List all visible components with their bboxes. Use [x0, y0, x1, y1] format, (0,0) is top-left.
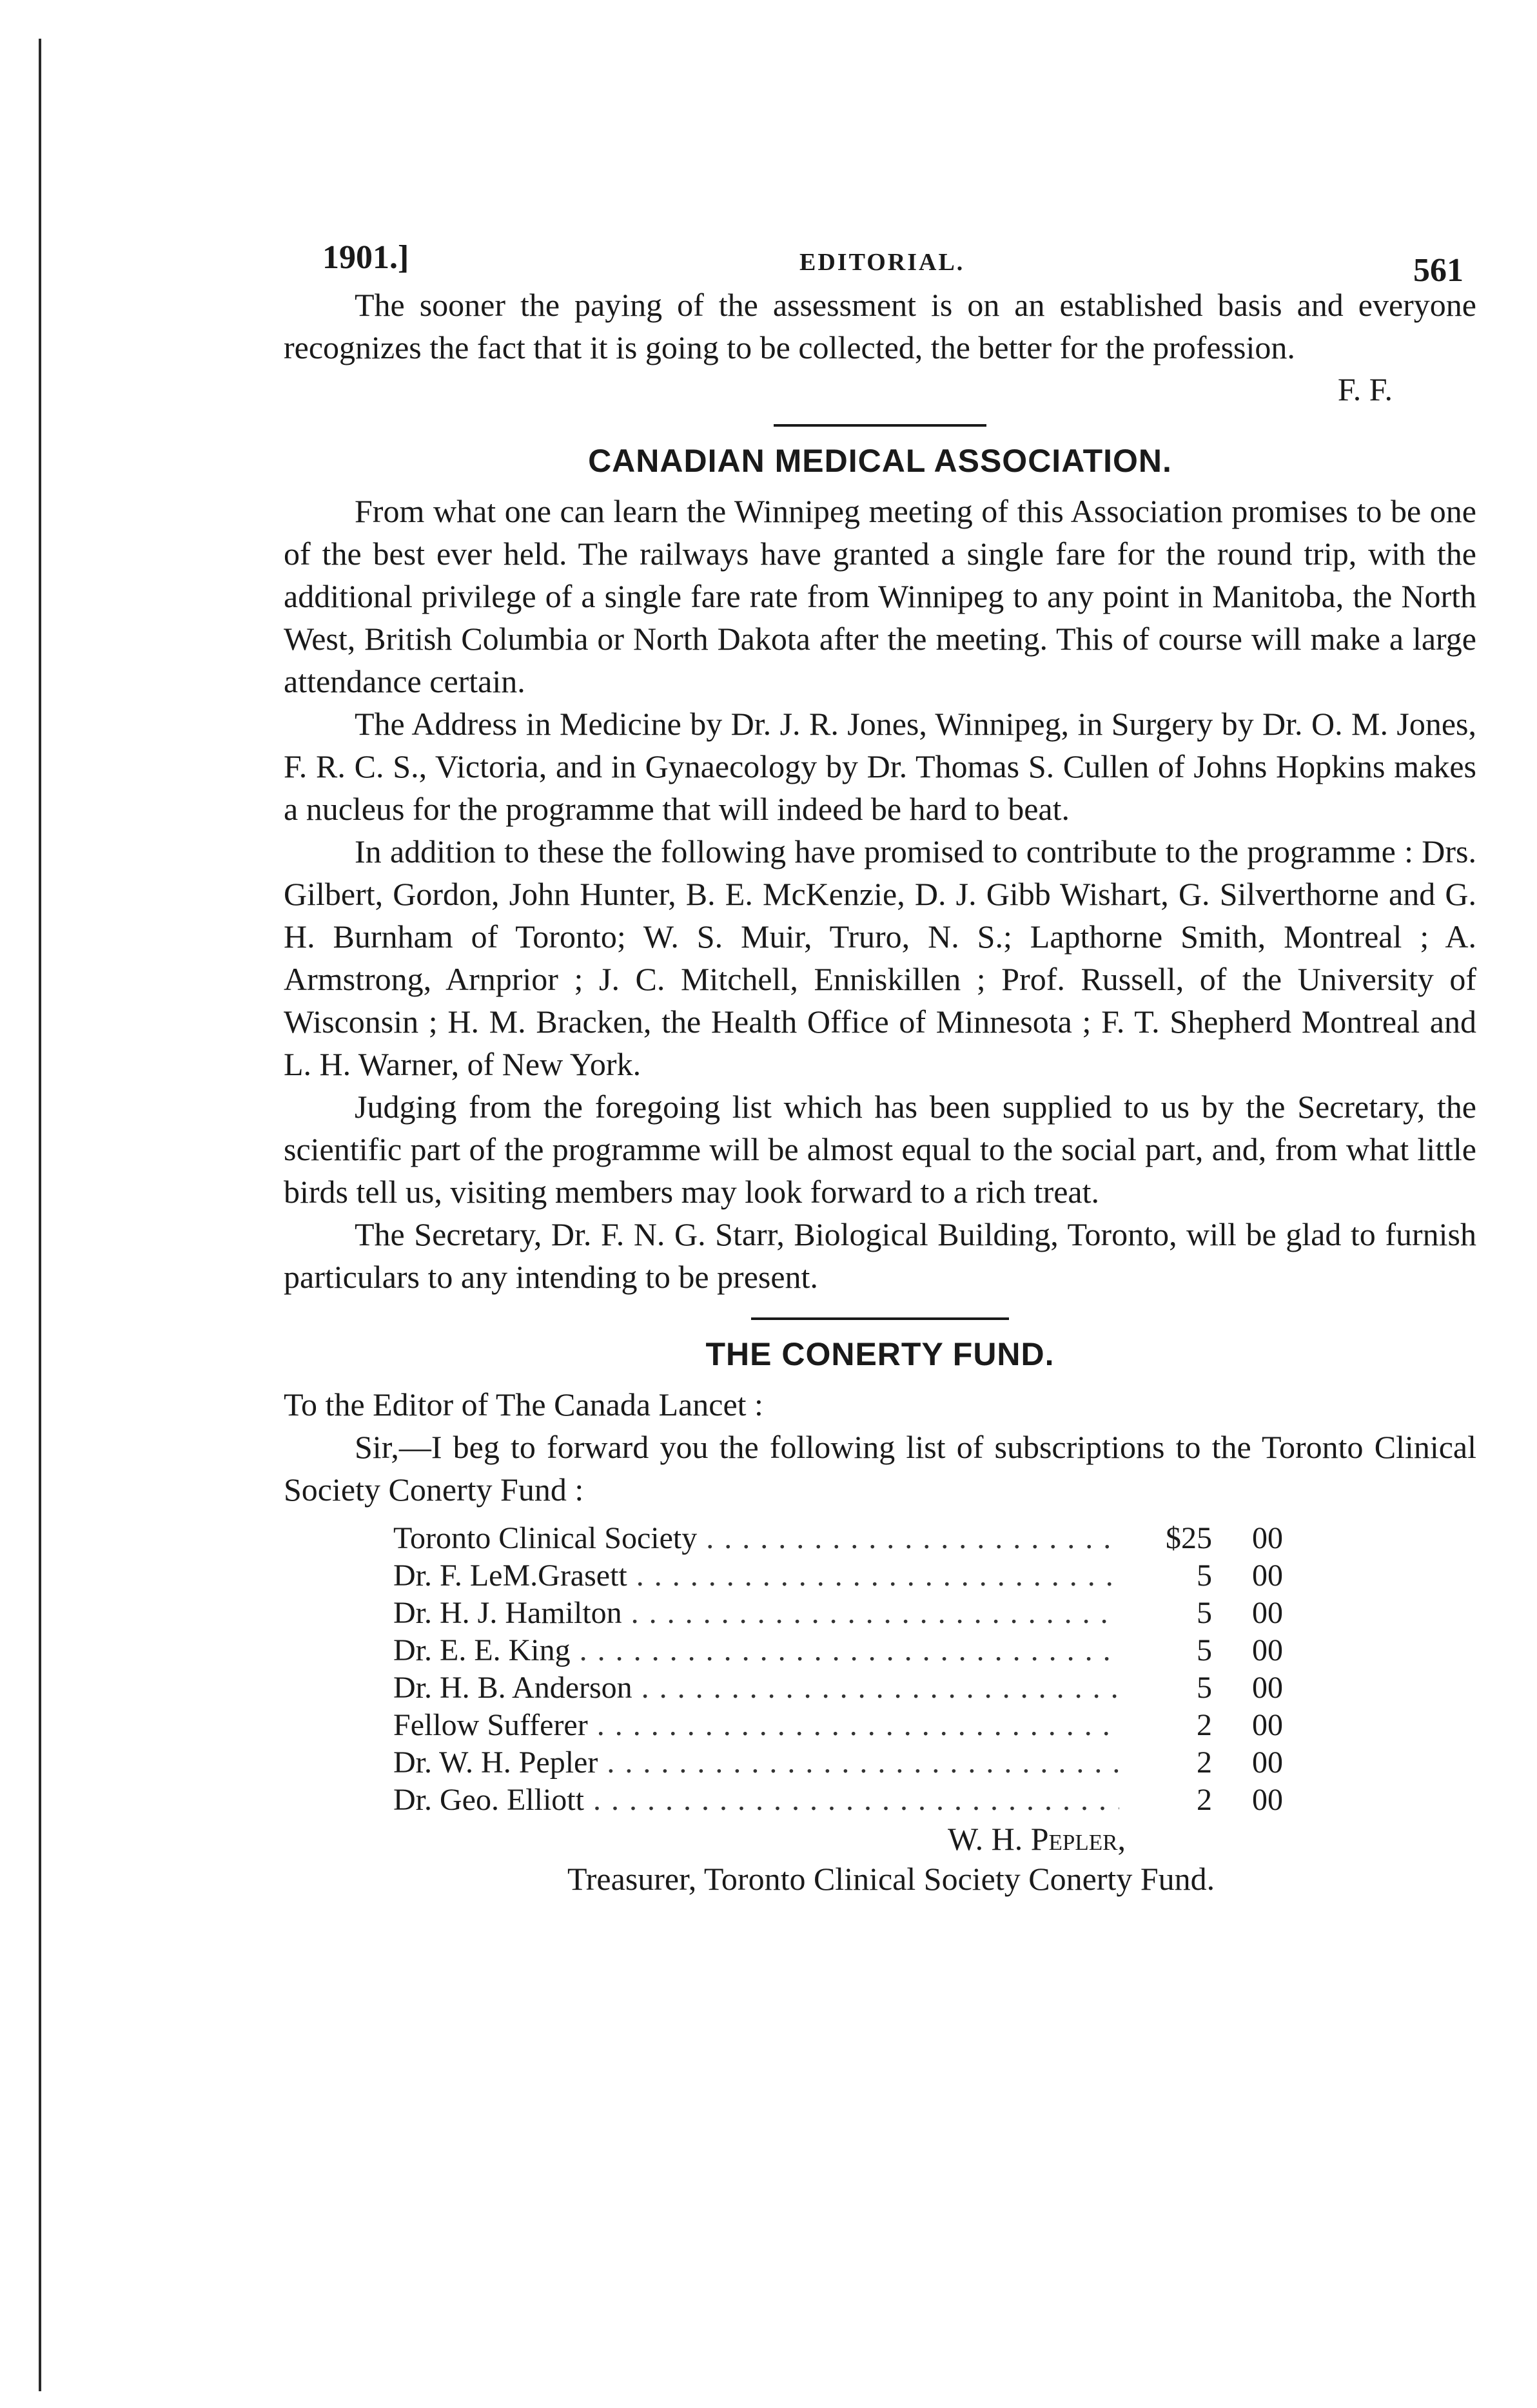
- leader-dots: [607, 1744, 1119, 1782]
- subscription-row: [393, 1595, 1283, 1632]
- amount-cents: 00: [1252, 1558, 1283, 1593]
- amount-dollars: $25: [1166, 1521, 1212, 1555]
- cma-paragraph: The Secretary, Dr. F. N. G. Starr, Biological Building, Toronto, will be glad to furnish particulars to any intending to be present.: [284, 1216, 1476, 1295]
- subscription-row: [393, 1669, 1283, 1707]
- cma-paragraph: Judging from the foregoing list which has been supplied to us by the Secretary, the scientific part of the programme will be almost equal to the social part, and, from what little birds tell us, visiting members may look forward to a rich treat.: [284, 1089, 1476, 1210]
- fund-salutation: To the Editor of The Canada Lancet :: [284, 1386, 763, 1422]
- subscriber-name: Dr. H. J. Hamilton: [393, 1596, 622, 1630]
- treasurer-title: Treasurer, Toronto Clinical Society Conerty Fund.: [567, 1861, 1215, 1897]
- amount-cents: 00: [1252, 1596, 1283, 1630]
- cma-paragraph: The Address in Medicine by Dr. J. R. Jones, Winnipeg, in Surgery by Dr. O. M. Jones, F. R. C. S., Victoria, and in Gynaecology by Dr. Thomas S. Cullen of Johns Hopkins makes a nucleus for the programme that will indeed be hard to beat.: [284, 706, 1476, 827]
- cma-heading: CANADIAN MEDICAL ASSOCIATION.: [588, 443, 1172, 479]
- leader-dots: [593, 1782, 1119, 1819]
- amount-cents: 00: [1252, 1745, 1283, 1780]
- treasurer-block: [284, 1819, 1476, 1899]
- section-divider: [751, 1317, 1009, 1320]
- subscriber-name: Toronto Clinical Society: [393, 1521, 698, 1555]
- leader-dots: [597, 1707, 1119, 1744]
- amount-dollars: 5: [1197, 1671, 1212, 1705]
- leader-dots: [636, 1557, 1119, 1595]
- subscription-row: [393, 1744, 1283, 1782]
- amount-cents: 00: [1252, 1521, 1283, 1555]
- amount-cents: 00: [1252, 1633, 1283, 1667]
- subscriber-name: Dr. E. E. King: [393, 1633, 571, 1667]
- fund-opening: Sir,—I beg to forward you the following list of subscriptions to the Toronto Clinical Society Conerty Fund :: [284, 1429, 1476, 1508]
- amount-dollars: 2: [1197, 1745, 1212, 1780]
- subscriber-name: Dr. W. H. Pepler: [393, 1745, 598, 1780]
- subscriber-name: Dr. H. B. Anderson: [393, 1671, 632, 1705]
- running-header: [284, 226, 1476, 289]
- intro-paragraph: The sooner the paying of the assessment is on an established basis and everyone recognizes the fact that it is going to be collected, the better for the profession.: [284, 287, 1476, 365]
- subscription-list: [393, 1520, 1283, 1819]
- leader-dots: [631, 1595, 1119, 1632]
- subscription-row: [393, 1632, 1283, 1669]
- header-year: 1901.]: [322, 239, 409, 276]
- subscription-row: [393, 1520, 1283, 1557]
- subscription-row: [393, 1782, 1283, 1819]
- fund-heading: THE CONERTY FUND.: [705, 1336, 1055, 1372]
- cma-paragraph: In addition to these the following have promised to contribute to the programme : Drs. Gilbert, Gordon, John Hunter, B. E. McKenzie, D. J. Gibb Wishart, G. Silverthorne and G. H. Burnham of Toronto; W. S. Muir, Truro, N. S.; Lapthorne Smith, Montreal ; A. Armstrong, Arnprior ; J. C. Mitchell, Enniskillen ; Prof. Russell, of the University of Wisconsin ; H. M. Bracken, the Health Office of Minnesota ; F. T. Shepherd Montreal and L. H. Warner, of New York.: [284, 833, 1476, 1082]
- amount-dollars: 5: [1197, 1596, 1212, 1630]
- subscriber-name: Fellow Sufferer: [393, 1708, 588, 1742]
- subscriber-name: Dr. Geo. Elliott: [393, 1783, 584, 1817]
- amount-cents: 00: [1252, 1783, 1283, 1817]
- amount-dollars: 2: [1197, 1708, 1212, 1742]
- page-number: 561: [1413, 252, 1464, 289]
- amount-dollars: 5: [1197, 1558, 1212, 1593]
- amount-dollars: 2: [1197, 1783, 1212, 1817]
- leader-dots: [641, 1669, 1119, 1707]
- page-body: [284, 226, 1476, 1899]
- cma-paragraph: From what one can learn the Winnipeg meeting of this Association promises to be one of the best ever held. The railways have granted a single fare for the round trip, with the additional privilege of a single fare rate from Winnipeg to any point in Manitoba, the North West, British Columbia or North Dakota after the meeting. This of course will make a large attendance certain.: [284, 493, 1476, 699]
- header-section: EDITORIAL.: [799, 249, 965, 276]
- subscription-row: [393, 1557, 1283, 1595]
- amount-cents: 00: [1252, 1671, 1283, 1705]
- subscriber-name: Dr. F. LeM.Grasett: [393, 1558, 627, 1593]
- section-divider: [774, 424, 986, 427]
- intro-signature: F. F.: [1337, 371, 1393, 407]
- amount-dollars: 5: [1197, 1633, 1212, 1667]
- amount-cents: 00: [1252, 1708, 1283, 1742]
- subscription-row: [393, 1707, 1283, 1744]
- treasurer-name: W. H. Pepler,: [948, 1821, 1126, 1857]
- leader-dots: [706, 1520, 1119, 1557]
- leader-dots: [580, 1632, 1119, 1669]
- scan-edge-line: [39, 39, 41, 2391]
